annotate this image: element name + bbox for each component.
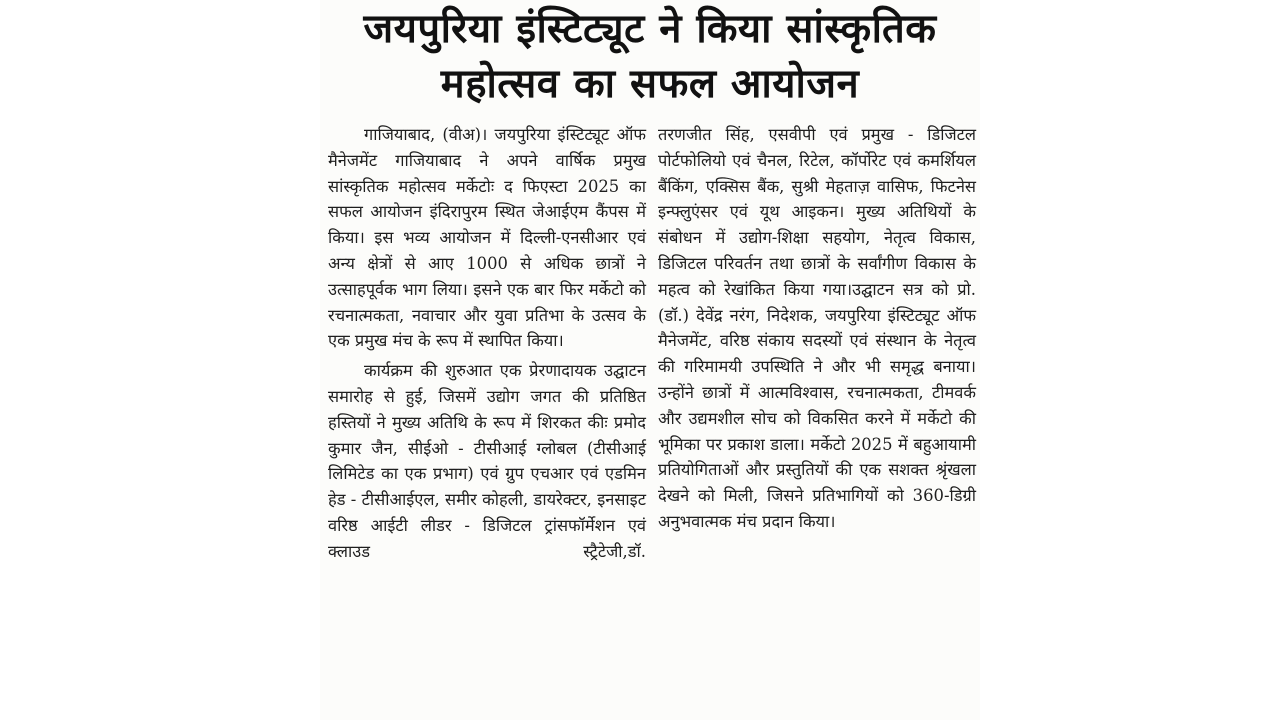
left-column xyxy=(328,122,646,565)
left-paragraph-1: गाजियाबाद, (वीअ)। जयपुरिया इंस्टिट्यूट ऑफ मैनेजमेंट गाजियाबाद ने अपने वार्षिक प्रमुख सांस्कृतिक महोत्सव मर्केटोः द फिएस्टा 2025 का सफल आयोजन इंदिरापुरम स्थित जेआईएम कैंपस में किया। इस भव्य आयोजन में दिल्ली-एनसीआर एवं अन्य क्षेत्रों से आए 1000 से अधिक छात्रों ने उत्साहपूर्वक भाग लिया। इसने एक बार फिर मर्केटो को रचनात्मकता, नवाचार और युवा प्रतिभा के उत्सव के एक प्रमुख मंच के रूप में स्थापित किया। xyxy=(328,125,646,351)
headline-line-2: महोत्सव का सफल आयोजन xyxy=(440,61,860,107)
headline-line-1: जयपुरिया इंस्टिट्यूट ने किया सांस्कृतिक xyxy=(363,6,937,52)
right-paragraph-1: तरणजीत सिंह, एसवीपी एवं प्रमुख - डिजिटल पोर्टफोलियो एवं चैनल, रिटेल, कॉर्पोरेट एवं कमर्शियल बैंकिंग, एक्सिस बैंक, सुश्री मेहताज़ वासिफ, फिटनेस इन्फ्लुएंसर एवं यूथ आइकन। मुख्य अतिथियों के संबोधन में उद्योग-शिक्षा सहयोग, नेतृत्व विकास, डिजिटल परिवर्तन तथा छात्रों के सर्वांगीण विकास के महत्व को रेखांकित किया गया।उद्घाटन सत्र को प्रो. (डॉ.) देवेंद्र नरंग, निदेशक, जयपुरिया इंस्टिट्यूट ऑफ मैनेजमेंट, वरिष्ठ संकाय सदस्यों एवं संस्थान के नेतृत्व की गरिमामयी उपस्थिति ने और भी समृद्ध बनाया। उन्होंने छात्रों में आत्मविश्वास, रचनात्मकता, टीमवर्क और उद्यमशील सोच को विकसित करने में मर्केटो की भूमिका पर प्रकाश डाला। मर्केटो 2025 में बहुआयामी प्रतियोगिताओं और प्रस्तुतियों की एक सशक्त श्रृंखला देखने को मिली, जिसने प्रतिभागियों को 360-डिग्री अनुभवात्मक मंच प्रदान किया। xyxy=(658,125,976,531)
article-headline xyxy=(320,0,980,112)
left-paragraph-2: कार्यक्रम की शुरुआत एक प्रेरणादायक उद्घाटन समारोह से हुई, जिसमें उद्योग जगत की प्रतिष्ठित हस्तियों ने मुख्य अतिथि के रूप में शिरकत कीः प्रमोद कुमार जैन, सीईओ - टीसीआई ग्लोबल (टीसीआई लिमिटेड का एक प्रभाग) एवं ग्रुप एचआर एवं एडमिन हेड - टीसीआईएल, समीर कोहली, डायरेक्टर, इनसाइट वरिष्ठ आईटी लीडर - डिजिटल ट्रांसफॉर्मेशन एवं क्लाउड स्ट्रैटेजी,डॉ. xyxy=(328,361,646,561)
right-column xyxy=(658,122,976,565)
newspaper-clipping xyxy=(320,0,980,720)
article-body xyxy=(328,122,976,565)
